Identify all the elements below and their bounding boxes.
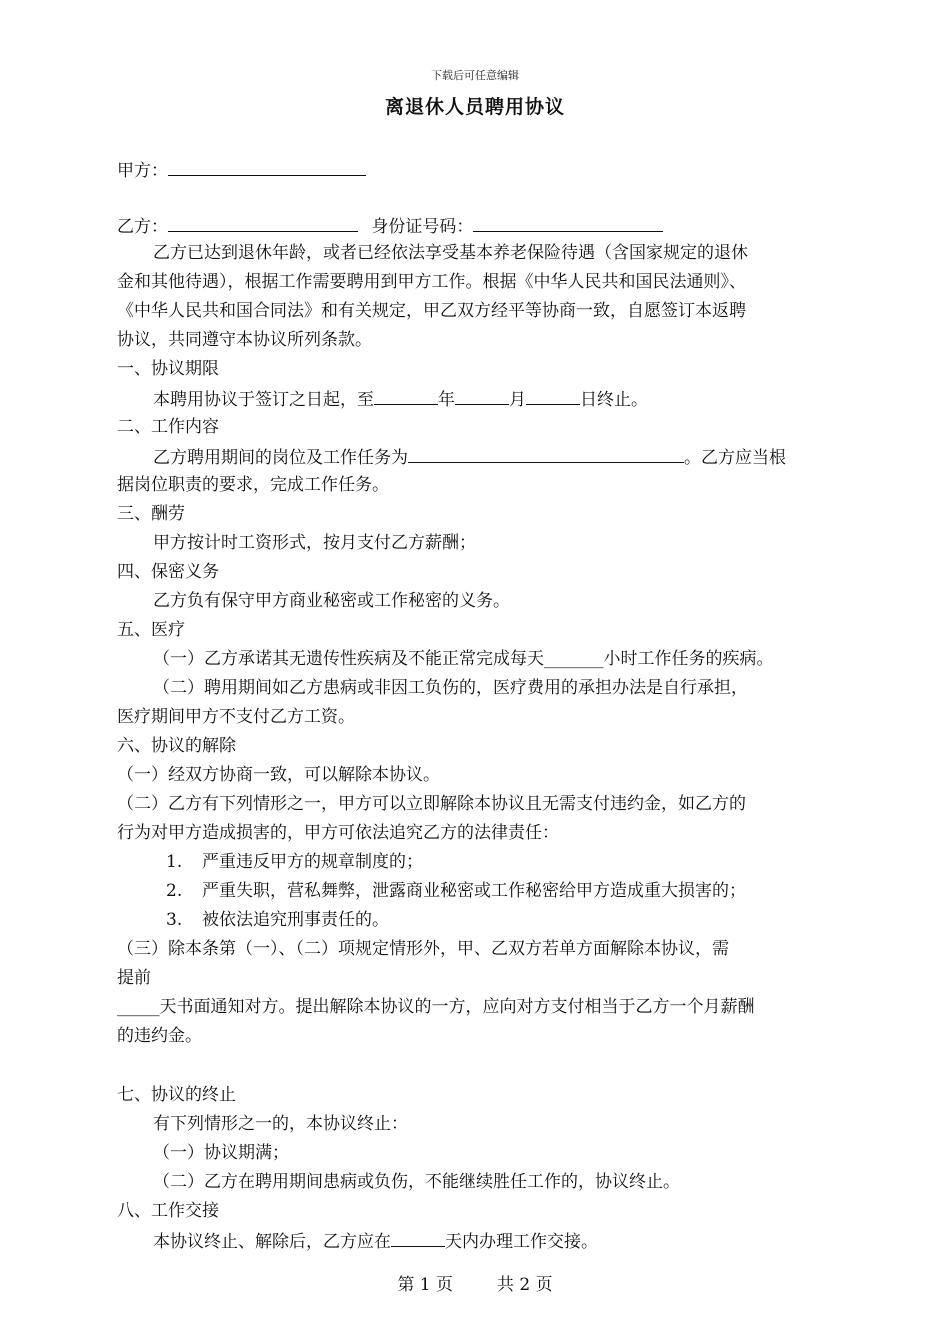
hours-blank[interactable]: _______ bbox=[544, 649, 604, 669]
section-5-item-2-cont: 医疗期间甲方不支付乙方工资。 bbox=[117, 707, 355, 727]
page-footer bbox=[0, 1270, 950, 1295]
list-item-text: 严重违反甲方的规章制度的； bbox=[202, 852, 423, 872]
page-total: 共 2 页 bbox=[497, 1275, 553, 1295]
section-6-item-3: （三）除本条第（一）、（二）项规定情形外，甲、乙双方若单方面解除本协议，需 bbox=[117, 939, 729, 959]
list-item-number: 3. bbox=[166, 910, 183, 930]
party-a-line bbox=[117, 158, 366, 182]
section-2-line-2: 据岗位职责的要求，完成工作任务。 bbox=[117, 475, 389, 495]
id-label: 身份证号码： bbox=[371, 217, 474, 237]
section-7-intro: 有下列情形之一的，本协议终止： bbox=[153, 1114, 408, 1134]
section-6-item-3-notice bbox=[117, 996, 755, 1018]
job-task-blank[interactable] bbox=[408, 445, 684, 463]
section-8-text-a: 本协议终止、解除后，乙方应在 bbox=[153, 1232, 391, 1252]
section-3-body: 甲方按计时工资形式，按月支付乙方薪酬； bbox=[153, 533, 476, 553]
list-item-number: 1. bbox=[166, 852, 183, 872]
party-b-blank[interactable] bbox=[168, 214, 358, 232]
day-label: 日终止。 bbox=[580, 390, 648, 410]
id-number-blank[interactable] bbox=[473, 214, 663, 232]
section-6-item-1: （一）经双方协商一致，可以解除本协议。 bbox=[117, 765, 440, 785]
section-6-item-3-cont: 提前 bbox=[117, 968, 151, 988]
section-2-text-a: 乙方聘用期间的岗位及工作任务为 bbox=[153, 448, 408, 468]
year-label: 年 bbox=[438, 390, 455, 410]
list-item bbox=[166, 909, 389, 931]
year-blank[interactable] bbox=[374, 387, 438, 405]
intro-line-4: 协议，共同遵守本协议所列条款。 bbox=[117, 330, 372, 350]
section-7-item-2: （二）乙方在聘用期间患病或负伤，不能继续胜任工作的，协议终止。 bbox=[153, 1172, 680, 1192]
section-7-heading: 七、协议的终止 bbox=[117, 1085, 236, 1105]
page-number: 第 1 页 bbox=[397, 1275, 453, 1295]
section-6-item-2: （二）乙方有下列情形之一，甲方可以立即解除本协议且无需支付违约金，如乙方的 bbox=[117, 794, 746, 814]
section-1-text-a: 本聘用协议于签订之日起，至 bbox=[153, 390, 374, 410]
section-6-item-3-end: 的违约金。 bbox=[117, 1026, 202, 1046]
section-5-heading: 五、医疗 bbox=[117, 620, 185, 640]
section-8-text-b: 天内办理工作交接。 bbox=[445, 1232, 598, 1252]
list-item-number: 2. bbox=[166, 881, 183, 901]
section-8-body bbox=[153, 1229, 598, 1253]
section-3-heading: 三、酬劳 bbox=[117, 504, 185, 524]
party-a-label: 甲方： bbox=[117, 161, 168, 181]
list-item bbox=[166, 880, 746, 902]
list-item-text: 被依法追究刑事责任的。 bbox=[202, 910, 389, 930]
section-5-item-1-text-a: （一）乙方承诺其无遗传性疾病及不能正常完成每天 bbox=[153, 649, 544, 669]
section-2-body bbox=[153, 445, 786, 469]
section-4-heading: 四、保密义务 bbox=[117, 562, 219, 582]
section-1-body bbox=[153, 387, 648, 411]
day-blank[interactable] bbox=[526, 387, 580, 405]
document-title: 离退休人员聘用协议 bbox=[384, 96, 565, 118]
notice-days-blank[interactable]: _____ bbox=[117, 997, 160, 1017]
section-1-heading: 一、协议期限 bbox=[117, 359, 219, 379]
header-note: 下载后可任意编辑 bbox=[431, 69, 519, 82]
list-item-text: 严重失职，营私舞弊，泄露商业秘密或工作秘密给甲方造成重大损害的； bbox=[202, 881, 746, 901]
handover-days-blank[interactable] bbox=[391, 1229, 445, 1247]
month-blank[interactable] bbox=[455, 387, 509, 405]
party-a-blank[interactable] bbox=[168, 158, 366, 176]
section-2-heading: 二、工作内容 bbox=[117, 417, 219, 437]
section-6-heading: 六、协议的解除 bbox=[117, 736, 236, 756]
section-2-text-b: 。乙方应当根 bbox=[684, 448, 786, 468]
month-label: 月 bbox=[509, 390, 526, 410]
section-6-item-2-cont: 行为对甲方造成损害的，甲方可依法追究乙方的法律责任： bbox=[117, 823, 559, 843]
section-7-item-1: （一）协议期满； bbox=[153, 1143, 289, 1163]
intro-line-3: 《中华人民共和国合同法》和有关规定，甲乙双方经平等协商一致，自愿签订本返聘 bbox=[117, 301, 746, 321]
section-6-item-3-text: 天书面通知对方。提出解除本协议的一方，应向对方支付相当于乙方一个月薪酬 bbox=[159, 997, 755, 1017]
section-5-item-2: （二）聘用期间如乙方患病或非因工负伤的，医疗费用的承担办法是自行承担， bbox=[153, 678, 748, 698]
section-4-body: 乙方负有保守甲方商业秘密或工作秘密的义务。 bbox=[153, 591, 510, 611]
intro-line-2: 金和其他待遇），根据工作需要聘用到甲方工作。根据《中华人民共和国民法通则》、 bbox=[117, 272, 746, 292]
party-b-line bbox=[117, 214, 663, 238]
section-5-item-1 bbox=[153, 648, 774, 670]
section-5-item-1-text-b: 小时工作任务的疾病。 bbox=[603, 649, 774, 669]
section-8-heading: 八、工作交接 bbox=[117, 1201, 219, 1221]
intro-line-1: 乙方已达到退休年龄，或者已经依法享受基本养老保险待遇（含国家规定的退休 bbox=[153, 243, 748, 263]
list-item bbox=[166, 851, 423, 873]
party-b-label: 乙方： bbox=[117, 217, 168, 237]
